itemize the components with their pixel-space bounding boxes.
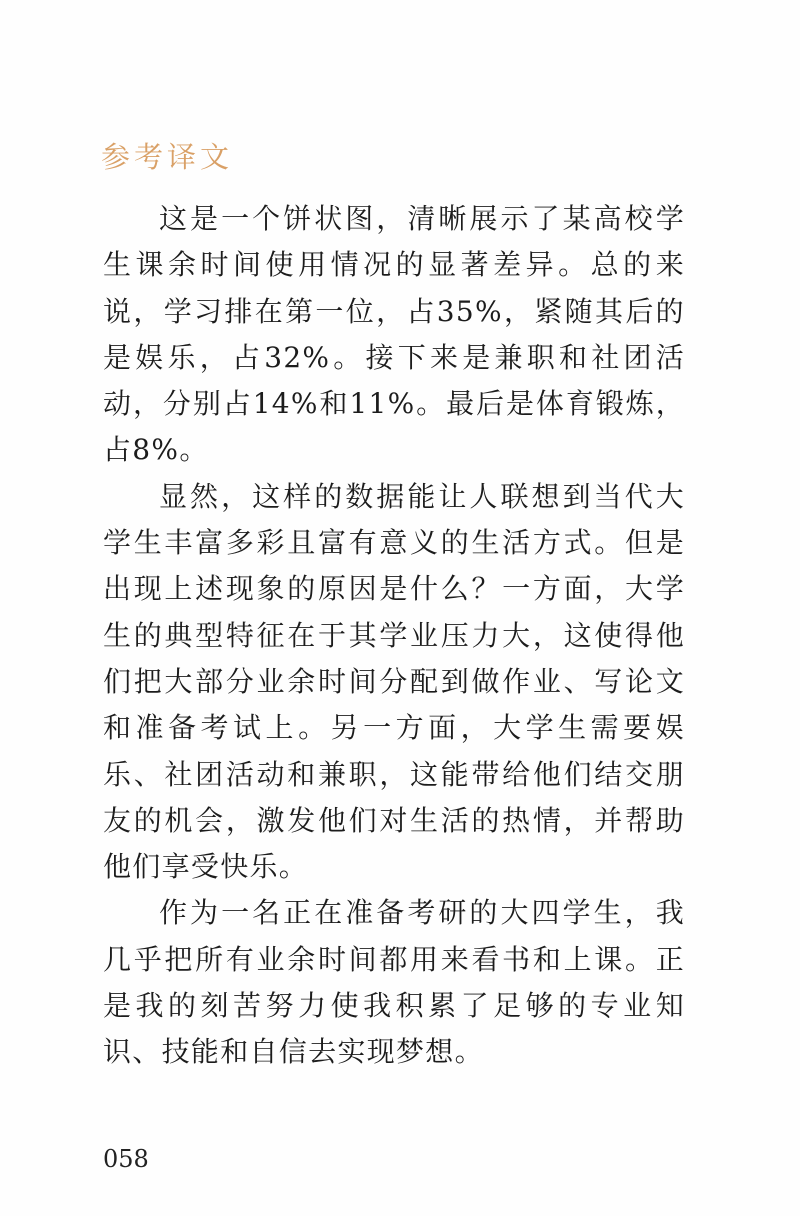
paragraph-2: 显然，这样的数据能让人联想到当代大学生丰富多彩且富有意义的生活方式。但是出现上述现象的原因是什么？一方面，大学生的典型特征在于其学业压力大，这使得他们把大部分业余时间分配到做作业、写论文和准备考试上。另一方面，大学生需要娱乐、社团活动和兼职，这能带给他们结交朋友的机会，激发他们对生活的热情，并帮助他们享受快乐。	[103, 479, 685, 884]
page-number: 058	[103, 1145, 149, 1173]
paragraph-1: 这是一个饼状图，清晰展示了某高校学生课余时间使用情况的显著差异。总的来说，学习排在第一位，占35%，紧随其后的是娱乐，占32%。接下来是兼职和社团活动，分别占14%和11%。最后是体育锻炼，占8%。	[103, 202, 685, 467]
paragraph-3: 作为一名正在准备考研的大四学生，我几乎把所有业余时间都用来看书和上课。正是我的刻苦努力使我积累了足够的专业知识、技能和自信去实现梦想。	[103, 896, 685, 1069]
section-heading: 参考译文	[101, 140, 234, 174]
body-text	[103, 196, 685, 1076]
